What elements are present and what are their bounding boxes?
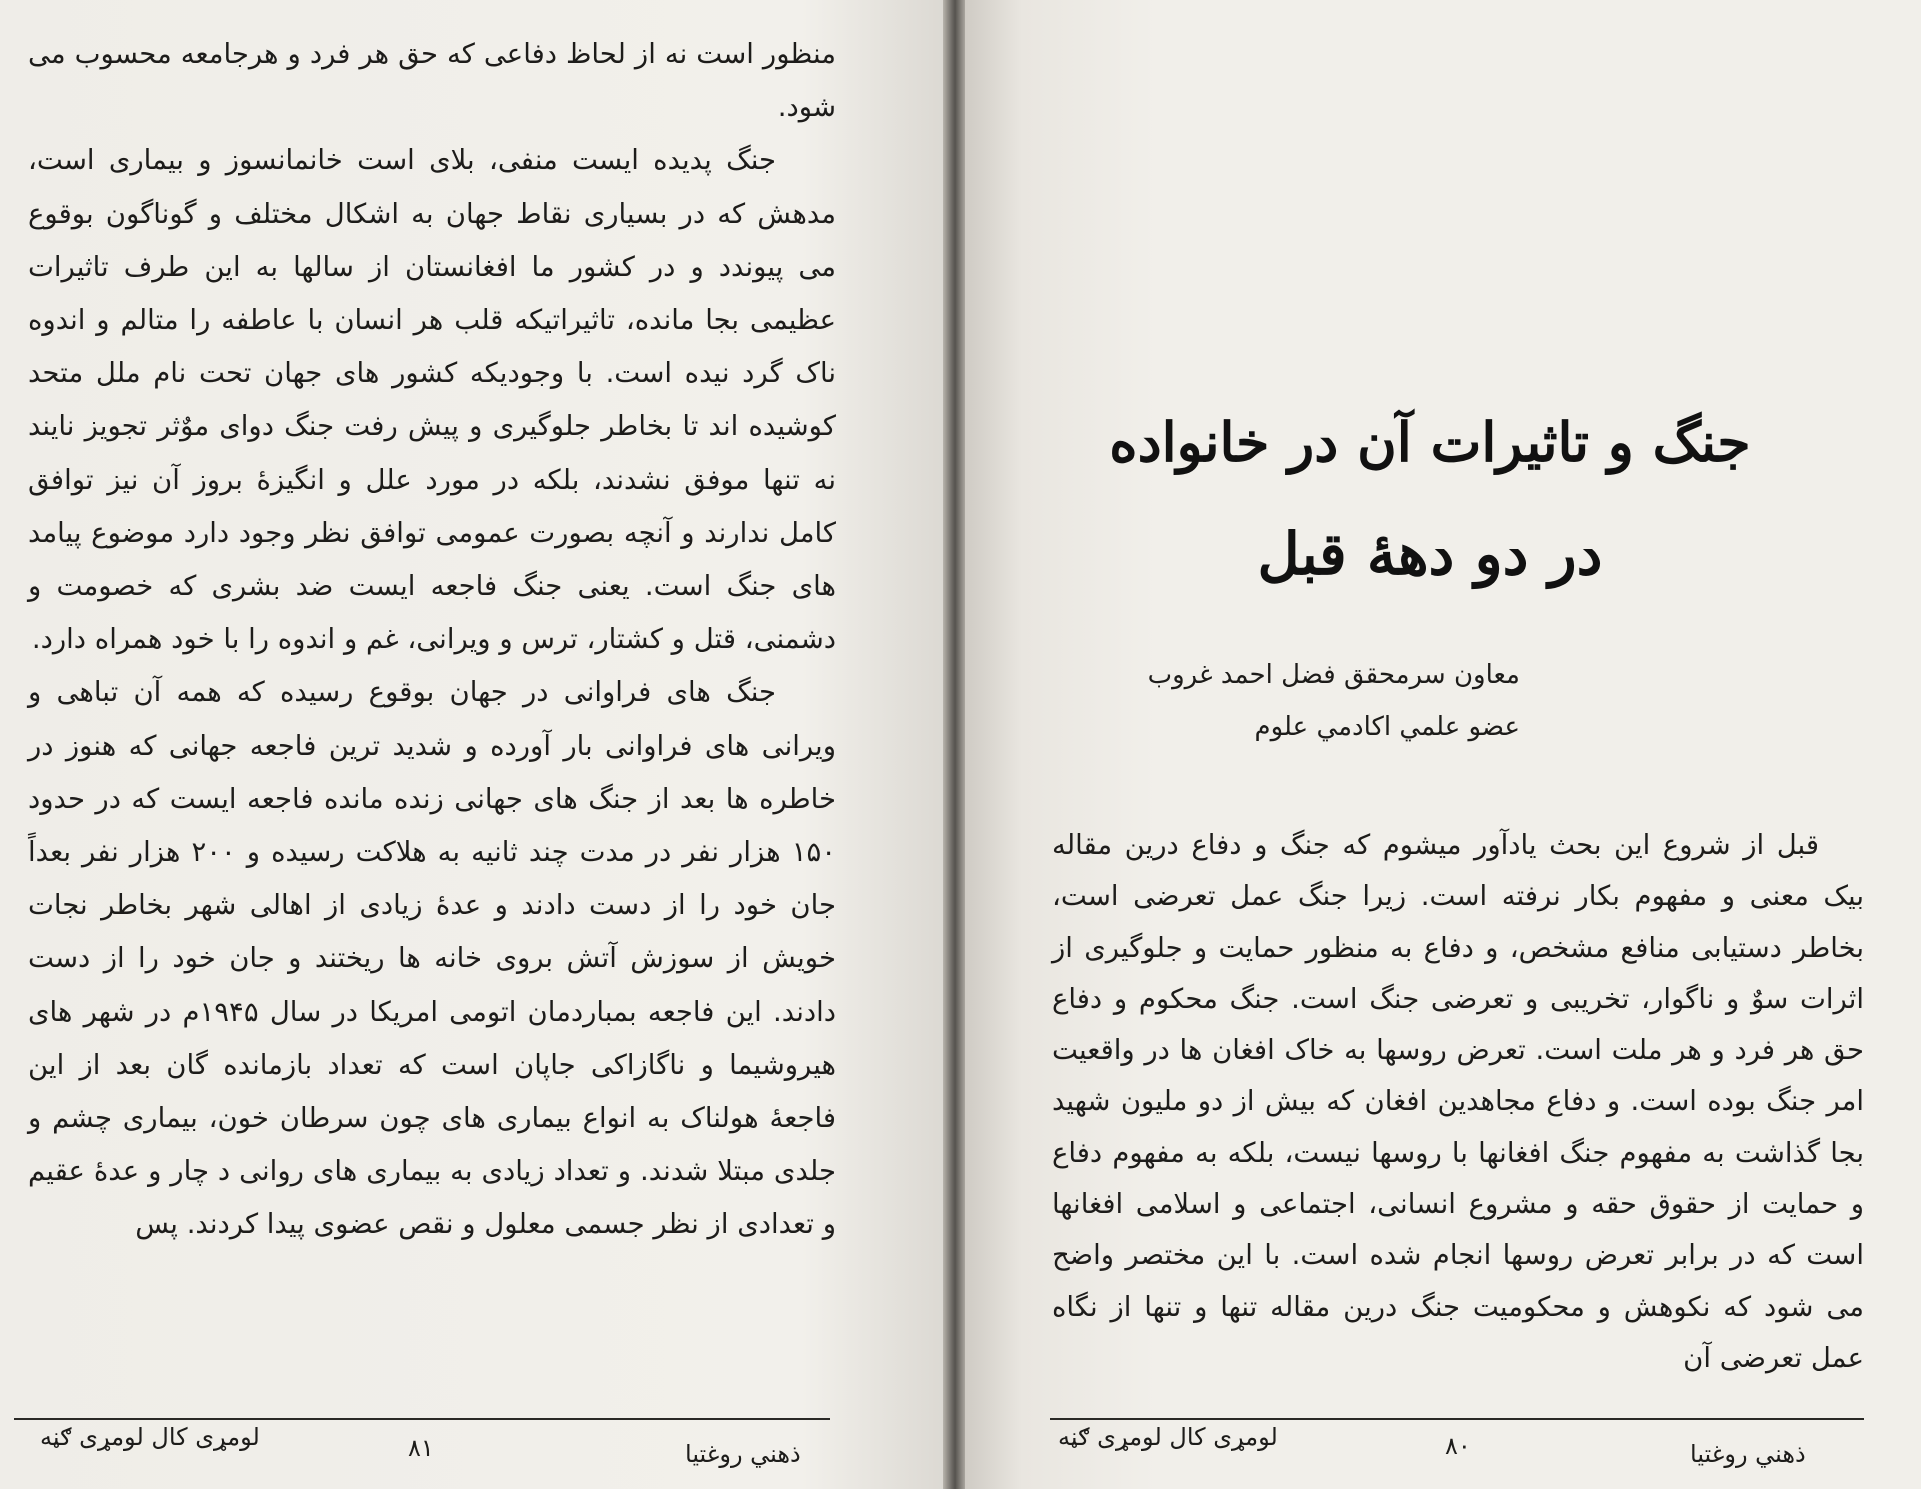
right-footer-journal: ذهني روغتيا <box>1690 1440 1806 1468</box>
author-affiliation: عضو علمي اکادمي علوم <box>1254 712 1520 742</box>
left-footer-publisher: لومړی کال لومړی ګڼه <box>40 1423 260 1451</box>
right-footer-page-number: ۸۰ <box>1445 1432 1471 1460</box>
article-subtitle: در دو دههٔ قبل <box>1257 520 1603 588</box>
left-footer-journal: ذهني روغتيا <box>685 1440 801 1468</box>
author-name: معاون سرمحقق فضل احمد غروب <box>1147 660 1520 690</box>
right-footer-publisher: لومړی کال لومړی ګڼه <box>1058 1423 1278 1451</box>
right-page-body <box>1052 820 1864 1384</box>
book-spine <box>943 0 965 1489</box>
right-footer-rule <box>1050 1418 1864 1420</box>
left-paragraph-1: منظور است نه از لحاظ دفاعی که حق هر فرد و هرجامعه محسوب می شود. <box>28 38 836 124</box>
article-title: جنگ و تاثیرات آن در خانواده <box>1109 410 1751 474</box>
left-paragraph-3: جنگ های فراوانی در جهان بوقوع رسیده که همه آن تباهی و ویرانی های فراوانی بار آورده و شدید ترین فاجعه جهانی که هنوز در خاطره ها بعد از جنگ های جهانی زنده مانده فاجعه ایست که در حدود ۱۵۰ هزار نفر در مدت چند ثانیه به هلاکت رسیده و ۲۰۰ هزار نفر بعداً جان خود را از دست دادند و عدهٔ زیادی از اهالی شهر بخاطر نجات خویش از سوزش آتش بروی خانه ها ریختند و جان خود را از دست دادند. این فاجعه بمباردمان اتومی امریکا در سال ۱۹۴۵م در شهر های هیروشیما و ناگازاکی جاپان است که تعداد بازمانده گان بعد از این فاجعهٔ هولناک به انواع بیماری های چون سرطان خون، بیماری چشم و جلدی مبتلا شدند. و تعداد زیادی به بیماری های روانی د چار و عدهٔ عقیم و تعدادی از نظر جسمی معلول و نقص عضوی پیدا کردند. پس <box>28 676 836 1241</box>
left-page-body <box>28 28 836 1252</box>
left-page <box>0 0 943 1489</box>
left-footer-page-number: ۸۱ <box>408 1434 434 1462</box>
right-paragraph-1: قبل از شروع این بحث یادآور میشوم که جنگ و دفاع درین مقاله بیک معنی و مفهوم بکار نرفته است. زیرا جنگ عمل تعرضی است، بخاطر دستیابی منافع مشخص، و دفاع به منظور حمایت و جلوگیری از اثرات سوٌ و ناگوار، تخریبی و تعرضی جنگ است. جنگ محکوم و دفاع حق هر فرد و هر ملت است. تعرض روسها به خاک افغان ها در واقعیت امر جنگ بوده است. و دفاع مجاهدین افغان که بیش از دو ملیون شهید بجا گذاشت به مفهوم جنگ افغانها با روسها نیست، بلکه به مفهوم دفاع و حمایت از حقوق حقه و مشروع انسانی، اجتماعی و اسلامی افغانها است که در برابر تعرض روسها انجام شده است. با این مختصر واضح می شود که نکوهش و محکومیت جنگ درین مقاله تنها و تنها از نگاه عمل تعرضی آن <box>1052 829 1864 1374</box>
left-paragraph-2: جنگ پدیده ایست منفی، بلای است خانمانسوز و بیماری است، مدهش که در بسیاری نقاط جهان به اشکال مختلف و گوناگون بوقوع می پیوندد و در کشور ما افغانستان از سالها به این طرف تاثیرات عظیمی بجا مانده، تاثیراتیکه قلب هر انسان با عاطفه را متالم و اندوه ناک گرد نیده است. با وجودیکه کشور های جهان تحت نام ملل متحد کوشیده اند تا بخاطر جلوگیری و پیش رفت جنگ دوای موٌثر تجویز نایند نه تنها موفق نشدند، بلکه در مورد علل و انگیزهٔ بروز آن نیز توافق کامل ندارند و آنچه بصورت عمومی توافق نظر وجود دارد موضوع پیامد های جنگ است. یعنی جنگ فاجعه ایست ضد بشری که خصومت و دشمنی، قتل و کشتار، ترس و ویرانی، غم و اندوه را با خود همراه دارد. <box>28 144 836 656</box>
left-footer-rule <box>14 1418 830 1420</box>
